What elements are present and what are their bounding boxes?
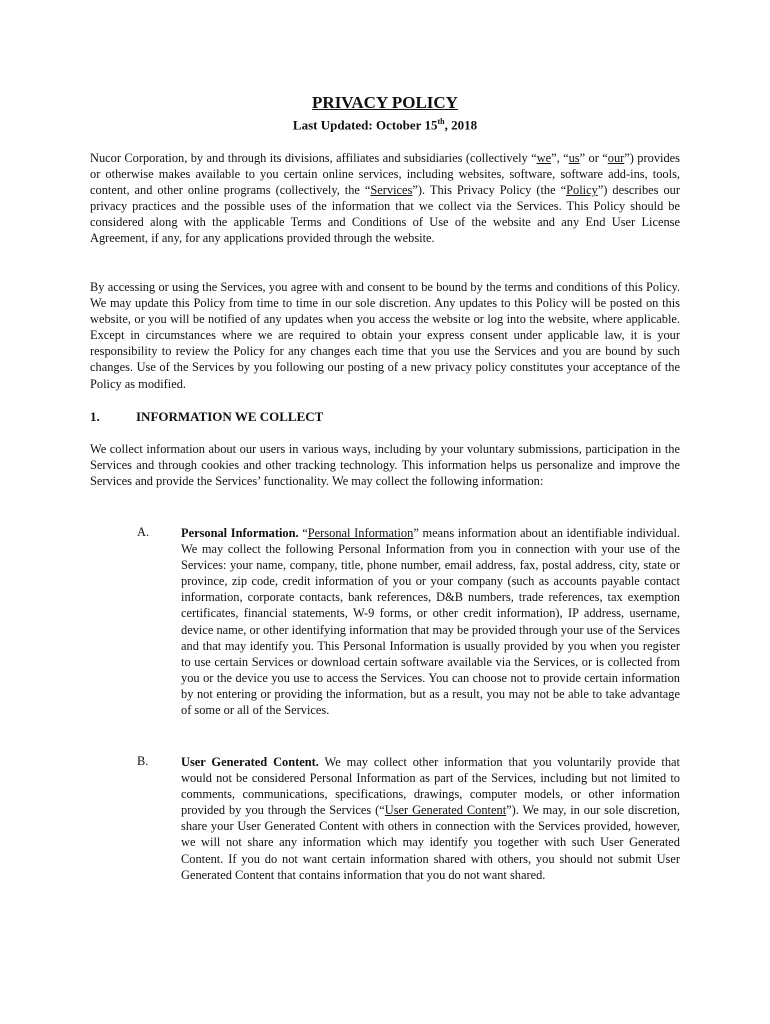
section-number: 1. (90, 409, 100, 424)
section-title: INFORMATION WE COLLECT (136, 409, 324, 424)
item-title: Personal Information. (181, 526, 299, 540)
section-heading (90, 409, 323, 425)
section-1-paragraph: We collect information about our users in various ways, including by your voluntary submissions, participation in the Services and through cookies and other tracking technology. This information helps us personalize and improve the Services and provide the Services’ functionality. We may collect the following information: (90, 442, 680, 489)
last-updated-prefix: Last Updated: October 15 (292, 117, 438, 133)
text-run: ” or “ (579, 151, 608, 165)
list-item-user-generated-content (181, 754, 680, 883)
list-item-personal-information (181, 525, 680, 718)
intro-paragraph-2: By accessing or using the Services, you agree with and consent to be bound by the terms and conditions of this Policy. We may update this Policy from time to time in our sole discretion. Any updates to this Policy will be posted on this website, or you will be notified of any updates when you access the website or log into the website, where applicable. Except in circumstances where we are required to obtain your express consent under applicable law, it is your responsibility to review the Policy for any changes each time that you use the Services and you are bound by such changes. Use of the Services by you following our posting of a new privacy policy constitutes your acceptance of the Policy as modified. (90, 280, 680, 391)
item-title: User Generated Content. (181, 755, 319, 769)
text-run: “ (298, 526, 308, 540)
text-run: ”). This Privacy Policy (the “ (412, 183, 567, 198)
last-updated (0, 117, 770, 133)
list-item-letter-a: A. (137, 525, 150, 539)
last-updated-ordinal: th (437, 117, 445, 126)
text-run: ”, “ (551, 151, 569, 165)
defined-term-our: our (607, 151, 625, 165)
defined-term-policy: Policy (566, 183, 598, 198)
defined-term-we: we (536, 151, 552, 165)
defined-term-user-generated-content: User Generated Content (384, 803, 507, 818)
text-run: ”). We may, in our sole discretion, share your User Generated Content with others in connection with the Services provided, however, we will not share any information which may identify you together with such User Generated Content. If you do not want certain information shared with others, you should not submit User Generated Content that contains information that you do not want shared. (181, 803, 680, 882)
text-run: ”) describes our privacy practices and the possible uses of the information that we collect via the Services. This Policy should be considered along with the applicable Terms and Conditions of Use of the website and any End User License Agreement, if any, for any applications provided through the website. (90, 183, 680, 246)
text-run: ”) provides or otherwise makes available to you certain online services, including websites, software, software add-ins, tools, content, and other online programs (collectively, the “ (90, 151, 680, 198)
text-run: Nucor Corporation, by and through its divisions, affiliates and subsidiaries (collectively “ (90, 151, 537, 165)
text-run: ” means information about an identifiable individual. We may collect the following Personal Information from you in connection with your use of the Services: your name, company, title, phone number, email address, fax, postal address, city, state or province, zip code, credit information of you or your company (such as accounts payable contact information, corporate contacts, bank references, D&B numbers, trade references, tax exemption certificates, financial statements, W-9 forms, or other credit information), IP address, username, device name, or other identifying information that may be provided through your use of the Services and that may identify you. This Personal Information is usually provided by you when you register to use certain Services or download certain software available via the Services, or is collected from you or the device you use to access the Services. You can choose not to provide certain information by not entering or providing the information, but as a result, you may not be able to take advantage of some or all of the Services. (181, 526, 680, 718)
defined-term-services: Services (370, 183, 413, 198)
page-title: PRIVACY POLICY (312, 93, 458, 112)
text-run: We may collect other information that you voluntarily provide that would not be considered Personal Information as part of the Services, including but not limited to comments, communications, specifications, drawings, computer models, or other information provided by you through the Services (“ (181, 755, 680, 818)
list-item-letter-b: B. (137, 754, 149, 768)
intro-paragraph-1 (90, 150, 680, 247)
last-updated-suffix: , 2018 (444, 117, 478, 133)
defined-term-us: us (568, 151, 580, 165)
defined-term-personal-information: Personal Information (307, 526, 414, 540)
